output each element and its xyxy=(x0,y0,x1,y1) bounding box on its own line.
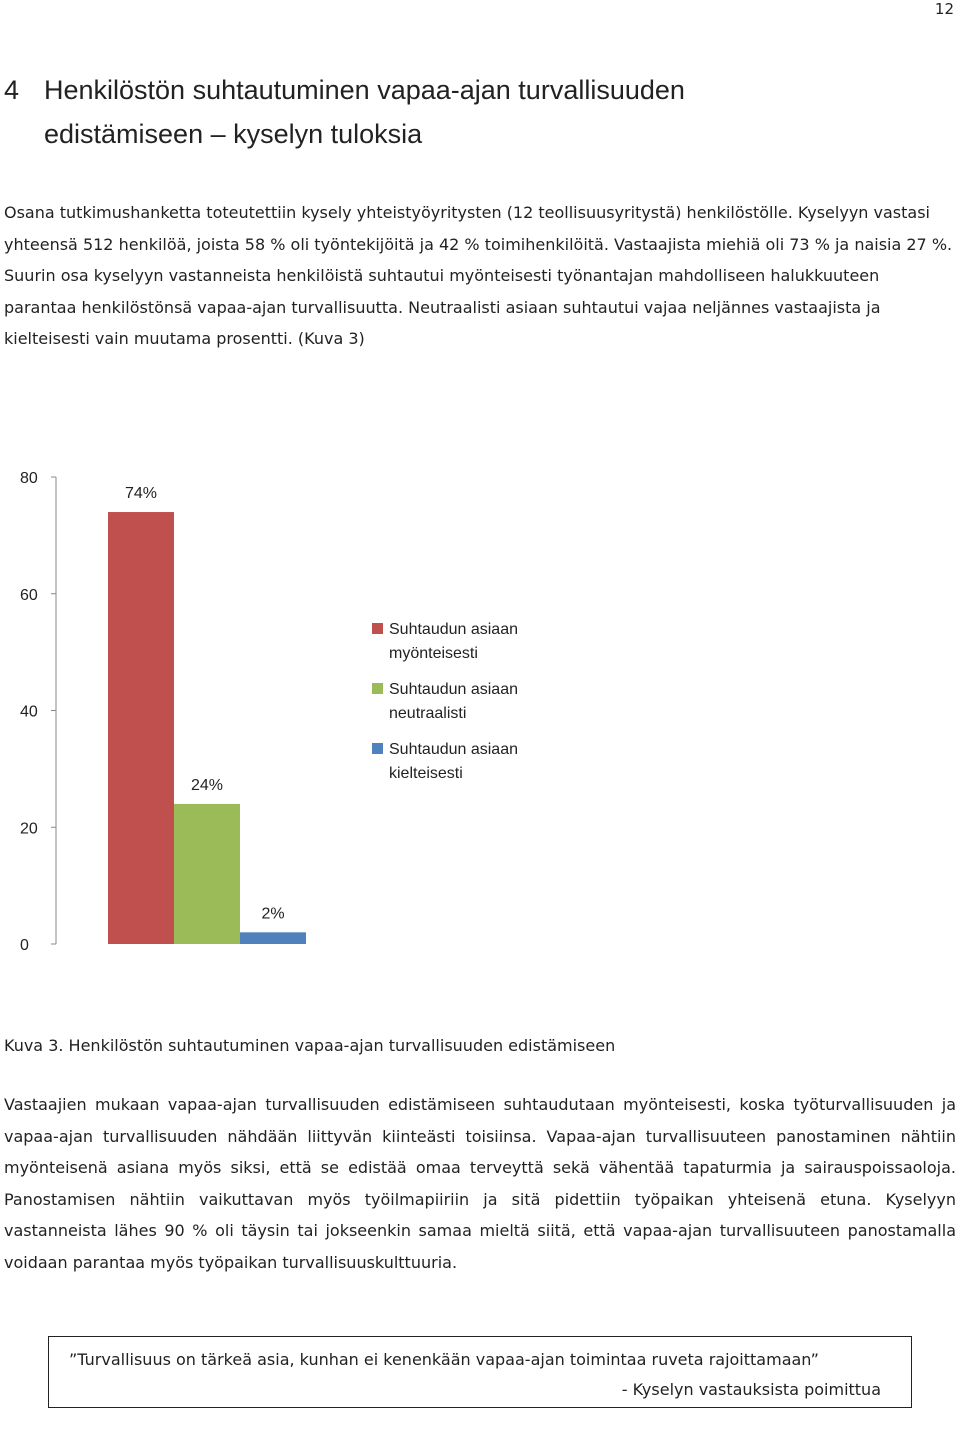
section-heading xyxy=(4,68,904,156)
bar xyxy=(240,932,306,944)
y-tick-label: 60 xyxy=(20,586,38,604)
bar-data-label: 24% xyxy=(190,776,224,794)
legend-label: neutraalisti xyxy=(389,705,467,722)
bar xyxy=(108,512,174,944)
body-paragraph: Vastaajien mukaan vapaa-ajan turvallisuuden edistämiseen suhtaudutaan myönteisesti, koska työturvallisuuden ja vapaa-ajan turvallisuuden nähdään liittyvän kiinteästi toisiinsa. Vapaa-ajan turvallisuuteen panostaminen nähtiin myönteisenä asiana myös siksi, että se edistää omaa terveyttä sekä vähentää tapaturmia ja sairauspoissaoloja. Panostamisen nähtiin vaikuttavan myös työilmapiiriin ja sitä pidettiin työpaikan yhteisenä etuna. Kyselyyn vastanneista lähes 90 % oli täysin tai jokseenkin samaa mieltä siitä, että vapaa-ajan turvallisuuteen panostamalla voidaan parantaa myös työpaikan turvallisuuskulttuuria. xyxy=(4,1095,956,1272)
figure-caption: Kuva 3. Henkilöstön suhtautuminen vapaa-ajan turvallisuuden edistämiseen xyxy=(4,1036,616,1055)
legend xyxy=(372,621,518,782)
legend-swatch xyxy=(372,743,383,754)
intro-paragraph: Osana tutkimushanketta toteutettiin kysely yhteistyöyritysten (12 teollisuusyritystä) henkilöstölle. Kyselyyn vastasi yhteensä 512 henkilöä, joista 58 % oli työntekijöitä ja 42 % toimihenkilöitä. Vastaajista miehiä oli 73 % ja naisia 27 %. Suurin osa kyselyyn vastanneista henkilöistä suhtautui myönteisesti työnantajan mahdolliseen halukkuuteen parantaa henkilöstönsä vapaa-ajan turvallisuutta. Neutraalisti asiaan suhtautui vajaa neljännes vastaajista ja kielteisesti vain muutama prosentti. (Kuva 3) xyxy=(4,203,953,348)
bar-chart xyxy=(0,455,600,965)
y-tick-label: 0 xyxy=(20,937,29,954)
legend-swatch xyxy=(372,623,383,634)
bar-data-label: 2% xyxy=(261,905,285,923)
quote-box xyxy=(48,1336,912,1408)
heading-line-1: Henkilöstön suhtautuminen vapaa-ajan turvallisuuden xyxy=(44,75,685,105)
legend-label: Suhtaudun asiaan xyxy=(389,741,518,758)
legend-label: Suhtaudun asiaan xyxy=(389,621,518,638)
quote-text: ”Turvallisuus on tärkeä asia, kunhan ei kenenkään vapaa-ajan toimintaa ruveta rajoittamaan” xyxy=(69,1350,819,1369)
y-tick-label: 20 xyxy=(20,820,38,838)
quote-source: - Kyselyn vastauksista poimittua xyxy=(621,1380,881,1399)
legend-swatch xyxy=(372,683,383,694)
legend-label: kielteisesti xyxy=(389,765,463,782)
bars xyxy=(108,485,306,944)
bar-data-label: 74% xyxy=(124,485,158,503)
bar xyxy=(174,804,240,944)
heading-line-2: edistämiseen – kyselyn tuloksia xyxy=(44,119,423,149)
legend-label: Suhtaudun asiaan xyxy=(389,681,518,698)
legend-label: myönteisesti xyxy=(389,645,478,662)
y-tick-label: 80 xyxy=(20,470,38,487)
y-axis xyxy=(20,470,56,954)
y-tick-label: 40 xyxy=(20,703,38,721)
page-number: 12 xyxy=(934,0,954,18)
section-number: 4 xyxy=(4,75,20,105)
